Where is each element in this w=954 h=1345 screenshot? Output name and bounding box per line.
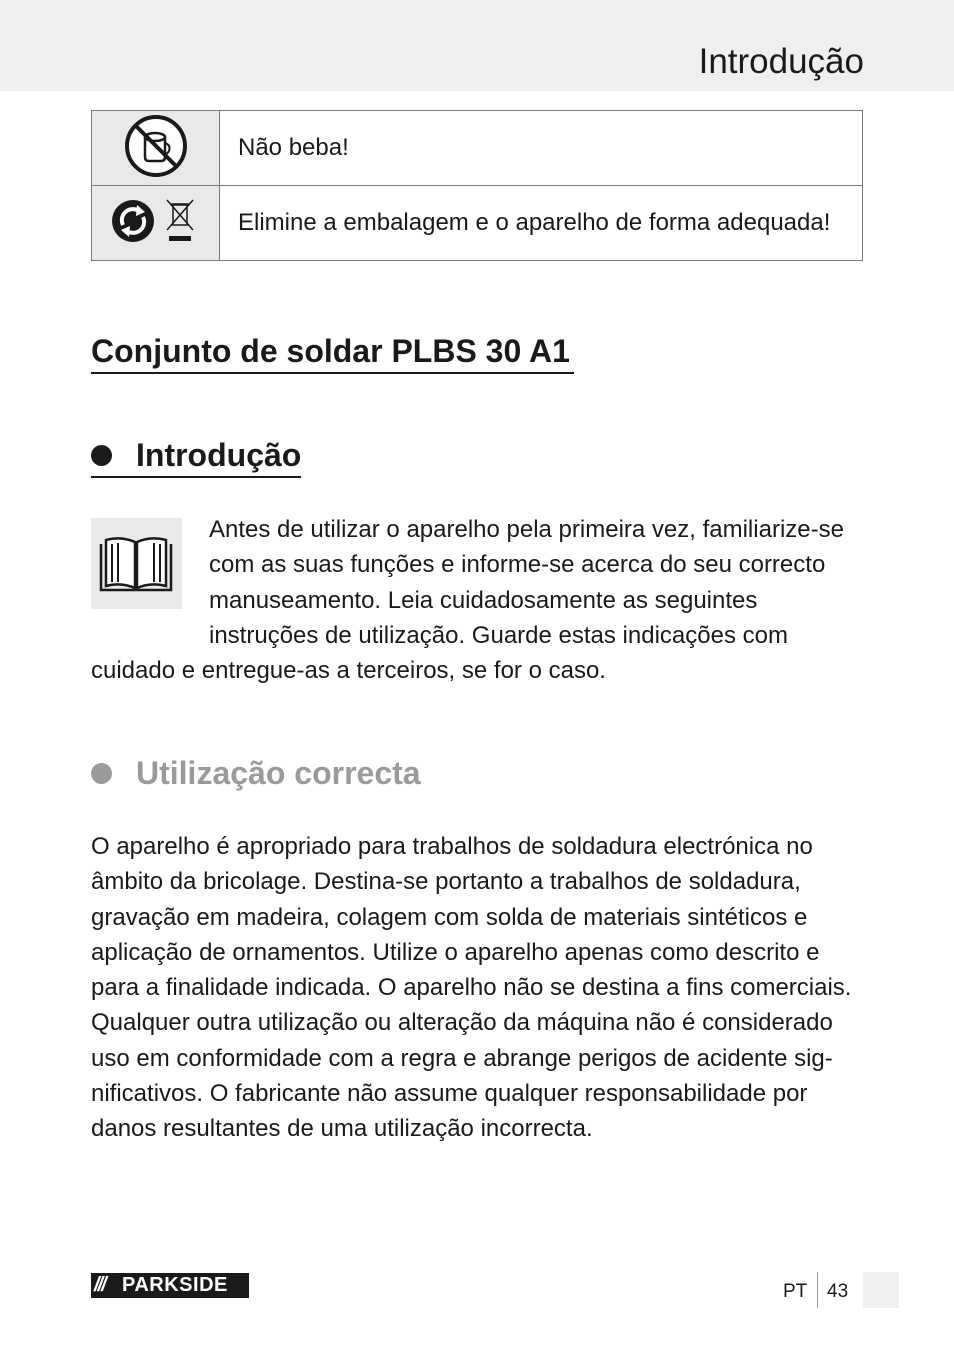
footer-divider xyxy=(817,1272,818,1308)
symbol-row xyxy=(92,186,863,261)
no-drinking-icon xyxy=(123,113,189,179)
symbol-table xyxy=(91,110,863,261)
footer-tab xyxy=(863,1272,899,1308)
symbol-icon-cell xyxy=(92,186,220,261)
product-heading: Conjunto de soldar PLBS 30 A1 xyxy=(91,330,574,374)
bullet-icon xyxy=(91,445,112,466)
section-heading-text: Introdução xyxy=(136,437,302,473)
symbol-icon-cell xyxy=(92,111,220,186)
section-heading-text: Utilização correcta xyxy=(136,755,421,791)
logo-stripes-icon: /// xyxy=(94,1274,105,1296)
symbol-row xyxy=(92,111,863,186)
symbol-text: Não beba! xyxy=(220,111,863,186)
page-header-title: Introdução xyxy=(698,42,864,81)
page-number: 43 xyxy=(827,1281,849,1302)
section-heading-introduction xyxy=(91,434,301,478)
intro-paragraph xyxy=(91,512,866,688)
section-heading-intended-use xyxy=(91,752,421,794)
recycle-disposal-icon xyxy=(111,195,201,247)
intended-use-paragraph: O aparelho é apropriado para trabalhos de soldadura electrónica no âmbito da bricolage. Destina-se portanto a trabalhos de soldadura, gravação em madeira, colagem com solda de materiais sintéticos e aplicação de ornamentos. Utilize o aparelho apenas como descrito e para a finalidade indicada. O aparelho não se destina a fins comerciais. Qualquer outra utilização ou alteração da máquina não é considerado uso em conformidade com a regra e abrange perigos de acidente sig-nificativos. O fabricante não assume qualquer responsabilidade por danos resultantes de uma utilização incorrecta. xyxy=(91,833,852,1143)
bullet-icon xyxy=(91,763,112,784)
crossed-bin-icon xyxy=(167,200,193,241)
intro-text: Antes de utilizar o aparelho pela primeira vez, familiarize-se com as suas funções e informe-se acerca do seu correcto manuseamento. Leia cuidadosamente as seguintes instruções de utilização. Guarde estas indicações com cuidado e entregue-as a terceiros, se for o caso. xyxy=(91,516,844,685)
symbol-text: Elimine a embalagem e o aparelho de forma adequada! xyxy=(220,186,863,261)
parkside-logo xyxy=(91,1273,249,1298)
logo-text: PARKSIDE xyxy=(122,1274,228,1296)
footer-language: PT xyxy=(783,1281,808,1302)
